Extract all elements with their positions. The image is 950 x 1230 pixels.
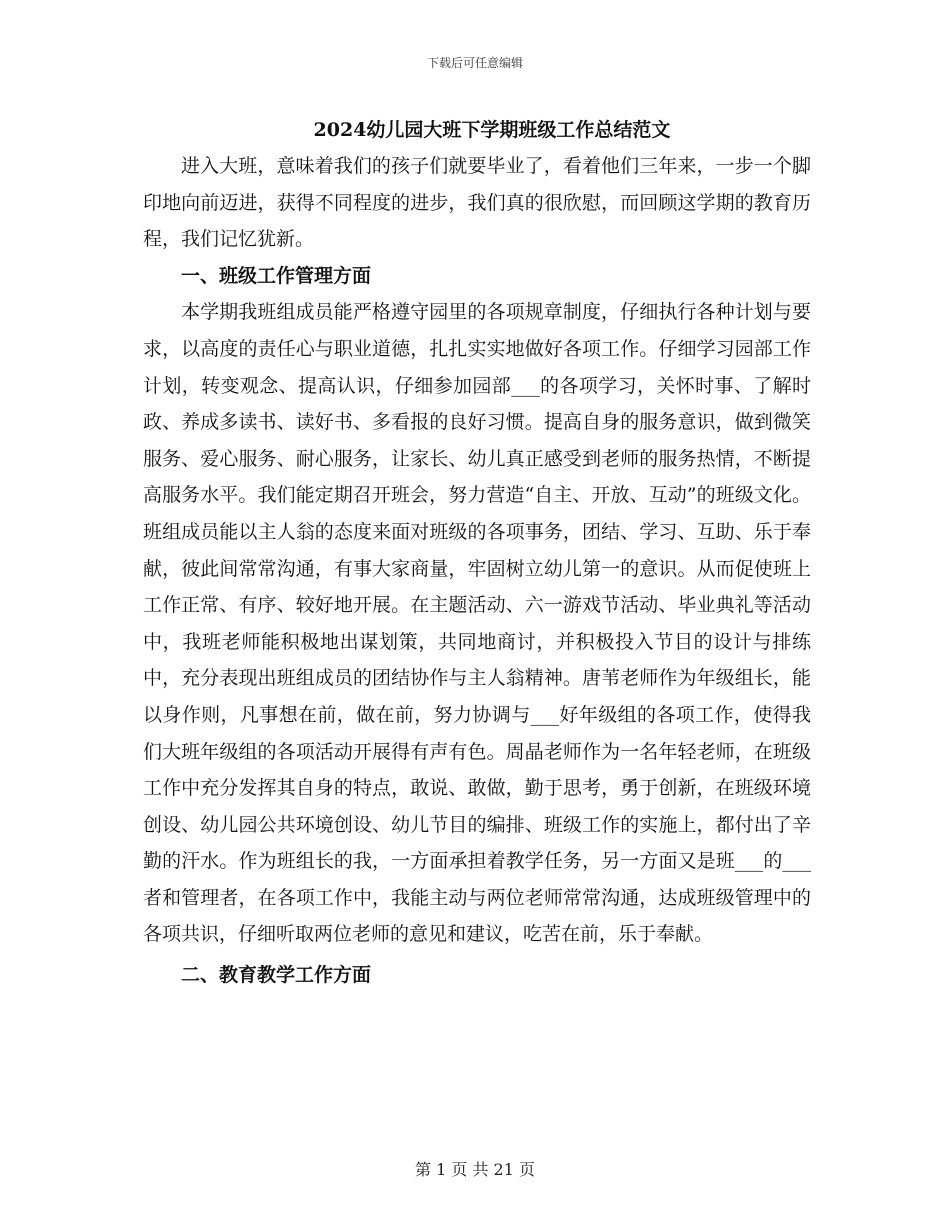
section-heading-teaching: 二、教育教学工作方面 (181, 964, 372, 987)
class-management-paragraph: 本学期我班组成员能严格遵守园里的各项规章制度，仔细执行各种计划与要求，以高度的责任心与职业道德，扎扎实实地做好各项工作。仔细学习园部工作计划，转变观念、提高认识，仔细参加园部___的各项学习，关怀时事、了解时政、养成多读书、读好书、多看报的良好习惯。提高自身的服务意识，做到微笑服务、爱心服务、耐心服务，让家长、幼儿真正感受到老师的服务热情，不断提高服务水平。我们能定期召开班会，努力营造“自主、开放、互动”的班级文化。班组成员能以主人翁的态度来面对班级的各项事务，团结、学习、互助、乐于奉献，彼此间常常沟通，有事大家商量，牢固树立幼儿第一的意识。从而促使班上工作正常、有序、较好地开展。在主题活动、六一游戏节活动、毕业典礼等活动中，我班老师能积极地出谋划策，共同地商讨，并积极投入节目的设计与排练中，充分表现出班组成员的团结协作与主人翁精神。唐苇老师作为年级组长，能以身作则，凡事想在前，做在前，努力协调与___好年级组的各项工作，使得我们大班年级组的各项活动开展得有声有色。周晶老师作为一名年轻老师，在班级工作中充分发挥其自身的特点，敢说、敢做，勤于思考，勇于创新，在班级环境创设、幼儿园公共环境创设、幼儿节目的编排、班级工作的实施上，都付出了辛勤的汗水。作为班组长的我，一方面承担着教学任务，另一方面又是班___的___者和管理者，在各项工作中，我能主动与两位老师常常沟通，达成班级管理中的各项共识，仔细听取两位老师的意见和建议，吃苦在前，乐于奉献。 (143, 301, 811, 946)
document-body (143, 112, 811, 994)
document-title: 2024幼儿园大班下学期班级工作总结范文 (313, 119, 671, 141)
page-number: 第 1 页 共 21 页 (415, 1160, 535, 1179)
intro-paragraph: 进入大班，意味着我们的孩子们就要毕业了，看着他们三年来，一步一个脚印地向前迈进，获得不同程度的进步，我们真的很欣慰，而回顾这学期的教育历程，我们记忆犹新。 (143, 155, 811, 251)
header-note: 下载后可任意编辑 (426, 56, 523, 70)
section-heading-class-management: 一、班级工作管理方面 (181, 264, 372, 287)
